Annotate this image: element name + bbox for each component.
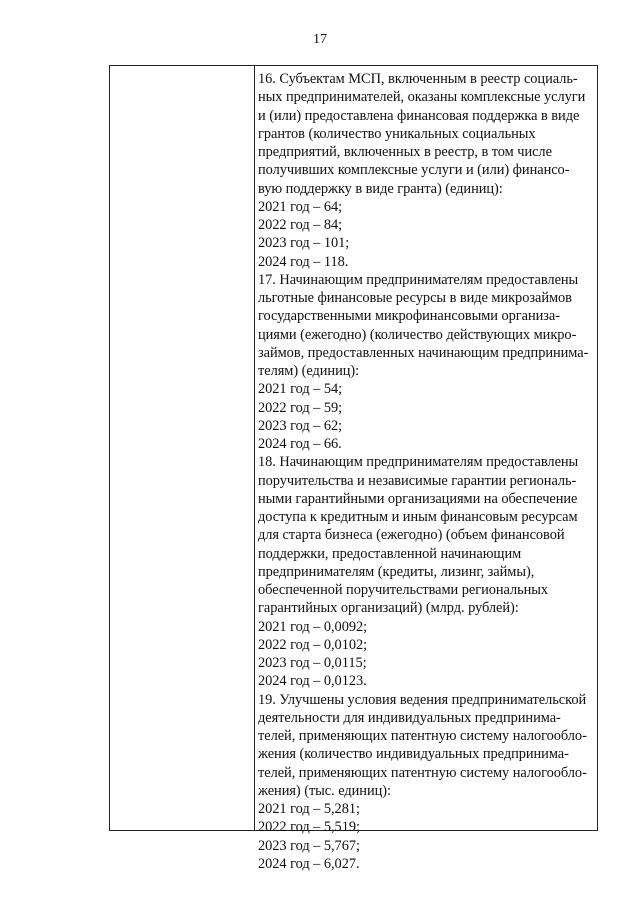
text-line: поручительства и независимые гарантии региональ- — [258, 472, 577, 489]
text-line: ными гарантийными организациями на обеспечение — [258, 490, 578, 507]
text-line: государственными микрофинансовыми организа- — [258, 308, 560, 325]
text-line: гарантийных организаций) (млрд. рублей): — [258, 600, 519, 617]
text-line: 17. Начинающим предпринимателям предоставлены — [258, 271, 579, 288]
text-line: 2023 год – 62; — [258, 417, 343, 434]
text-line: жения (количество индивидуальных предпринима- — [258, 746, 569, 763]
text-line: телей, применяющих патентную систему налогообло- — [258, 728, 587, 744]
text-line: ных предпринимателей, оказаны комплексные услуги — [258, 89, 586, 106]
text-line: получивших комплексные услуги и (или) финансо- — [258, 162, 570, 179]
text-line: 2022 год – 84; — [258, 217, 343, 233]
text-line: вую поддержку в виде гранта) (единиц): — [258, 180, 503, 197]
text-line: 16. Субъектам МСП, включенным в реестр социаль- — [258, 71, 578, 87]
text-line: 2022 год – 59; — [258, 399, 343, 416]
text-line: 2023 год – 101; — [258, 235, 350, 252]
text-line: 2021 год – 64; — [258, 198, 343, 215]
text-line: предприятий, включенных в реестр, в том числе — [258, 144, 552, 160]
text-line: жения) (тыс. единиц): — [258, 782, 391, 799]
text-line: займов, предоставленных начинающим предпринима- — [258, 344, 589, 361]
text-line: 2022 год – 5,519; — [258, 819, 360, 836]
text-line: циями (ежегодно) (количество действующих микро- — [258, 326, 577, 343]
text-line: телей, применяющих патентную систему налогообло- — [258, 764, 587, 781]
text-line: грантов (количество уникальных социальных — [258, 125, 536, 142]
text-line: 2023 год – 0,0115; — [258, 655, 367, 671]
text-line: 2024 год – 66. — [258, 436, 342, 452]
text-line: 18. Начинающим предпринимателям предоставлены — [258, 454, 579, 471]
text-line: поддержки, предоставленной начинающим — [258, 545, 522, 562]
text-line: 2023 год – 5,767; — [258, 837, 360, 854]
text-line: льготные финансовые ресурсы в виде микрозаймов — [258, 290, 572, 306]
text-line: 19. Улучшены условия ведения предпринимательской — [258, 691, 587, 708]
text-line: 2024 год – 0,0123. — [258, 673, 367, 690]
page-number: 17 — [313, 32, 327, 47]
text-line: для старта бизнеса (ежегодно) (объем финансовой — [258, 527, 565, 544]
text-line: 2021 год – 5,281; — [258, 801, 360, 817]
right-cell-indicators — [258, 70, 596, 873]
text-line: и (или) предоставлена финансовая поддержка в виде — [258, 107, 580, 124]
text-line: обеспеченной поручительствами региональных — [258, 582, 549, 598]
text-line: 2021 год – 0,0092; — [258, 618, 368, 635]
text-line: доступа к кредитным и иным финансовым ресурсам — [258, 509, 578, 525]
text-line: 2021 год – 54; — [258, 381, 343, 398]
column-divider — [254, 66, 255, 830]
text-line: предпринимателям (кредиты, лизинг, займы), — [258, 563, 535, 580]
text-line: телям) (единиц): — [258, 363, 360, 379]
text-line: 2024 год – 6,027. — [258, 855, 360, 872]
text-line: 2022 год – 0,0102; — [258, 636, 368, 653]
indicator-table — [109, 65, 598, 872]
text-line: 2024 год – 118. — [258, 253, 349, 270]
text-line: деятельности для индивидуальных предпринима- — [258, 709, 561, 726]
